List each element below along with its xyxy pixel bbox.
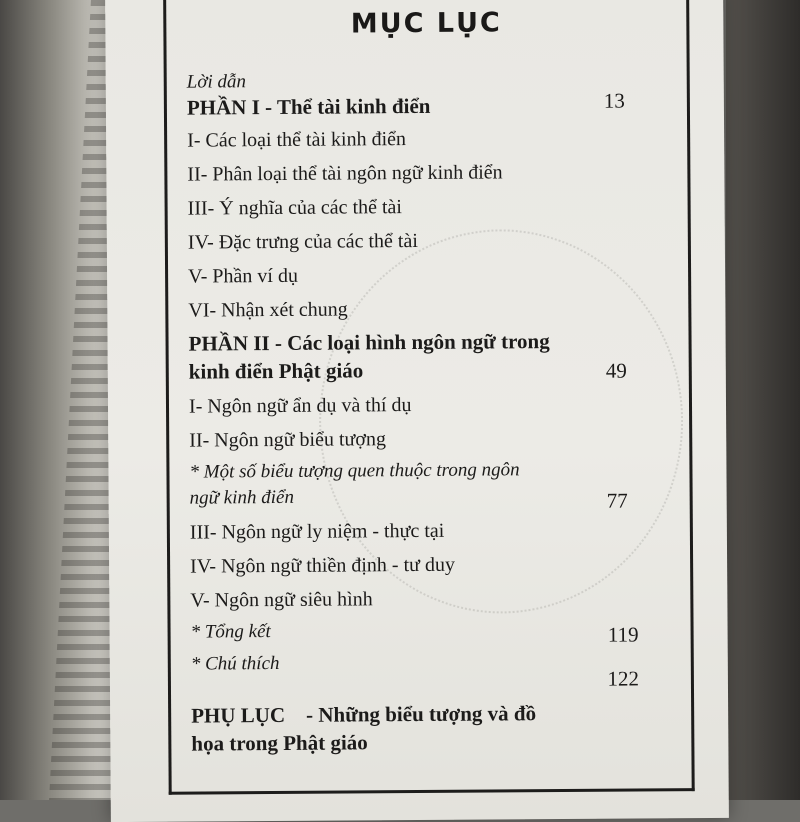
toc-page-part2: 49 — [605, 358, 627, 383]
toc-entry: V- Phần ví dụ — [188, 264, 299, 288]
toc-entry-appendix-cont: họa trong Phật giáo — [191, 730, 368, 756]
toc-page-sub: 77 — [606, 488, 628, 513]
toc-entry-part2-cont: kinh điển Phật giáo — [188, 358, 364, 384]
toc-entry: III- Ý nghĩa của các thể tài — [187, 196, 403, 220]
toc-entry: II- Ngôn ngữ biểu tượng — [189, 428, 386, 452]
toc-entry: I- Các loại thể tài kinh điển — [187, 128, 407, 152]
toc-entry: III- Ngôn ngữ ly niệm - thực tại — [189, 519, 445, 544]
toc-page-part1: 13 — [603, 88, 625, 113]
toc-entry: I- Ngôn ngữ ẩn dụ và thí dụ — [188, 394, 412, 418]
toc-entry: IV- Đặc trưng của các thể tài — [187, 229, 418, 254]
book-page — [105, 0, 729, 822]
toc-entry: V- Ngôn ngữ siêu hình — [190, 588, 373, 612]
book-spine-edge — [0, 0, 112, 800]
toc-entry-sub-cont: ngữ kinh điển — [189, 486, 295, 509]
toc-entry-part1: PHẦN I - Thể tài kinh điển — [186, 93, 431, 120]
toc-entry-appendix: PHỤ LỤC - Những biểu tượng và đồ — [191, 701, 537, 728]
page-shadow — [726, 0, 800, 800]
toc-entry: IV- Ngôn ngữ thiền định - tư duy — [190, 553, 456, 578]
toc-entry-part2: PHẦN II - Các loại hình ngôn ngữ trong — [188, 329, 550, 356]
toc-entry-intro: Lời dẫn — [186, 71, 247, 93]
toc-entry-summary: * Tổng kết — [190, 621, 271, 643]
toc-page-notes: 122 — [607, 666, 639, 691]
toc-entry-sub: * Một số biểu tượng quen thuộc trong ngôn — [189, 459, 520, 483]
toc-entry-notes: * Chú thích — [190, 652, 280, 675]
page-border-frame — [163, 0, 695, 795]
toc-page-summary: 119 — [607, 622, 639, 647]
page-title: MỤC LỤC — [350, 7, 502, 40]
spine-text-texture — [49, 0, 112, 800]
toc-entry: VI- Nhận xét chung — [188, 298, 348, 322]
toc-entry: II- Phân loại thể tài ngôn ngữ kinh điển — [187, 161, 503, 186]
